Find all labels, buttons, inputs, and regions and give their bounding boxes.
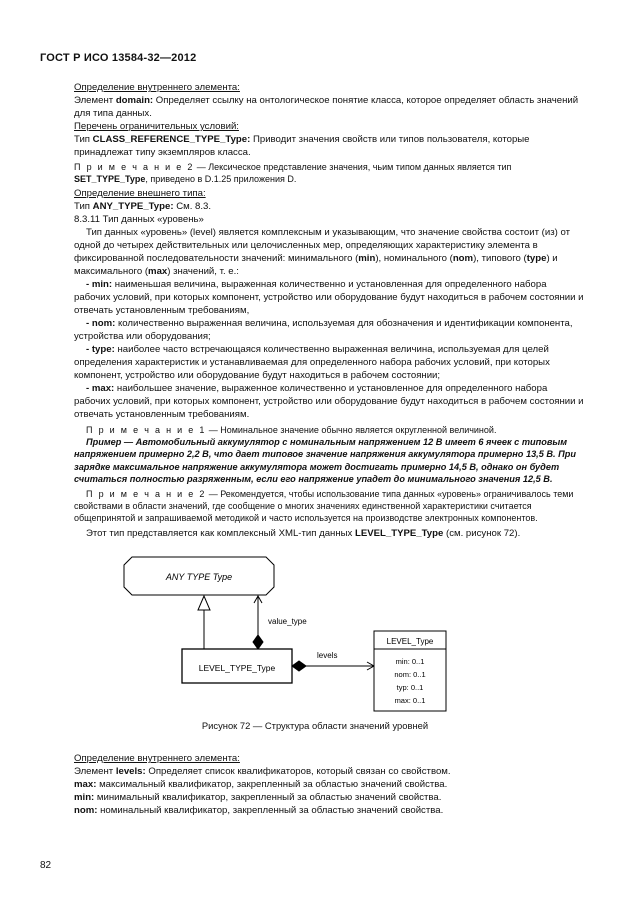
class-reference-rule: Тип CLASS_REFERENCE_TYPE_Type: Приводит значения свойств или типов пользователя, которые принадлежат типу экземпляров класса. bbox=[74, 134, 530, 158]
external-def-heading: Определение внешнего типа: bbox=[74, 188, 206, 199]
levels-definition-block bbox=[74, 752, 585, 817]
internal-def2-heading: Определение внутреннего элемента: bbox=[74, 753, 240, 764]
levels-element-def: Элемент levels: Определяет список квалификаторов, который связан со свойством. bbox=[74, 766, 451, 777]
level-intro: Тип данных «уровень» (level) является комплексным и указывающим, что значение свойства состоит (из) от одной до четырех действительных или целочисленных мер, определяющих характеристику элемента в фиксированной последовательности значений: минимального (min), номинального (nom), типового (type) и максимального (max) значений, т. е.: bbox=[74, 227, 571, 277]
item-type: - type: наиболее часто встречающаяся количественно выраженная величина, используемая для целей определения характеристик и устанавливаемая для определенного набора рабочих условий, при которых компонент, устройство или оборудование будут находиться в рабочем состоянии; bbox=[74, 344, 550, 381]
level-type-label: LEVEL_TYPE_Type bbox=[198, 663, 276, 673]
nom-qualifier-def: nom: номинальный квалификатор, закрепленный за областью значений свойства. bbox=[74, 805, 444, 816]
note-2-lexical: П р и м е ч а н и е 2 — Лексическое представление значения, чьим типом данных является тип SET_TYPE_Type, приведено в D.1.25 приложения D. bbox=[74, 162, 512, 184]
item-min: - min: наименьшая величина, выраженная количественно и установленная для определенного набора рабочих условий, при которых компонент, устройство или оборудование будут находиться в рабочем состоянии и отвечать установленным требованиям, bbox=[74, 279, 584, 316]
any-type-reference: Тип ANY_TYPE_Type: См. 8.3. bbox=[74, 201, 212, 212]
note-1-nominal: П р и м е ч а н и е 1 — Номинальное значение обычно является округленной величиной. bbox=[86, 425, 497, 435]
any-type-label: ANY TYPE Type bbox=[165, 572, 233, 582]
level-type-diagram bbox=[120, 553, 460, 723]
levels-label: levels bbox=[317, 651, 338, 660]
max-qualifier-def: max: максимальный квалификатор, закрепленный за областью значений свойства. bbox=[74, 779, 448, 790]
xml-type-sentence: Этот тип представляется как комплексный XML-тип данных LEVEL_TYPE_Type (см. рисунок 72). bbox=[86, 527, 521, 539]
figure-caption: Рисунок 72 — Структура области значений уровней bbox=[201, 720, 429, 731]
internal-def-heading: Определение внутреннего элемента: bbox=[74, 82, 240, 93]
note-2-recommendation: П р и м е ч а н и е 2 — Рекомендуется, чтобы использование типа данных «уровень» ограничивалось теми свойствами в области значений, где сообщение о многих значениях единственной характеристики считается общепринятой и запрашиваемой методикой и часто используется на производстве электронных компонентов. bbox=[74, 488, 574, 523]
domain-definition: Элемент domain: Определяет ссылку на онтологическое понятие класса, которое определяет область значений для типа данных. bbox=[74, 95, 579, 119]
min-qualifier-def: min: минимальный квалификатор, закрепленный за областью значений свойства. bbox=[74, 792, 442, 803]
level-class-title: LEVEL_Type bbox=[386, 637, 434, 646]
document-header: ГОСТ Р ИСО 13584-32—2012 bbox=[40, 52, 197, 64]
value-type-diamond bbox=[253, 635, 263, 649]
constraints-heading: Перечень ограничительных условий: bbox=[74, 121, 239, 132]
main-text bbox=[74, 81, 585, 540]
example-battery: Пример — Автомобильный аккумулятор с номинальным напряжением 12 В имеет 6 ячеек с типовым напряжением примерно 2,2 В, что дает типовое значение напряжения аккумулятора примерно 13,5 В. При зарядке максимальное напряжение аккумулятора может достигать примерно 14,5 В, однако он будет считаться полностью разряженным, если его напряжение упадет до минимального значения 12,5 В. bbox=[74, 437, 576, 485]
item-max: - max: наибольшее значение, выраженное количественно и установленное для определенного набора рабочих условий, при которых компонент, устройство или оборудование будут находиться в рабочем состоянии и отвечать установленным требованиям. bbox=[74, 383, 584, 420]
item-nom: - nom: количественно выраженная величина, используемая для обозначения и идентификации компонента, устройства или оборудования; bbox=[74, 318, 573, 342]
level-attr-min: min: 0..1 bbox=[395, 657, 425, 666]
level-attr-nom: nom: 0..1 bbox=[394, 670, 426, 679]
section-title: 8.3.11 Тип данных «уровень» bbox=[74, 214, 204, 225]
level-attr-typ: typ: 0..1 bbox=[396, 683, 424, 692]
inheritance-arrow bbox=[198, 596, 210, 610]
levels-diamond bbox=[292, 661, 306, 671]
page-number: 82 bbox=[40, 860, 52, 871]
level-attr-max: max: 0..1 bbox=[394, 696, 426, 705]
value-type-label: value_type bbox=[268, 617, 307, 626]
